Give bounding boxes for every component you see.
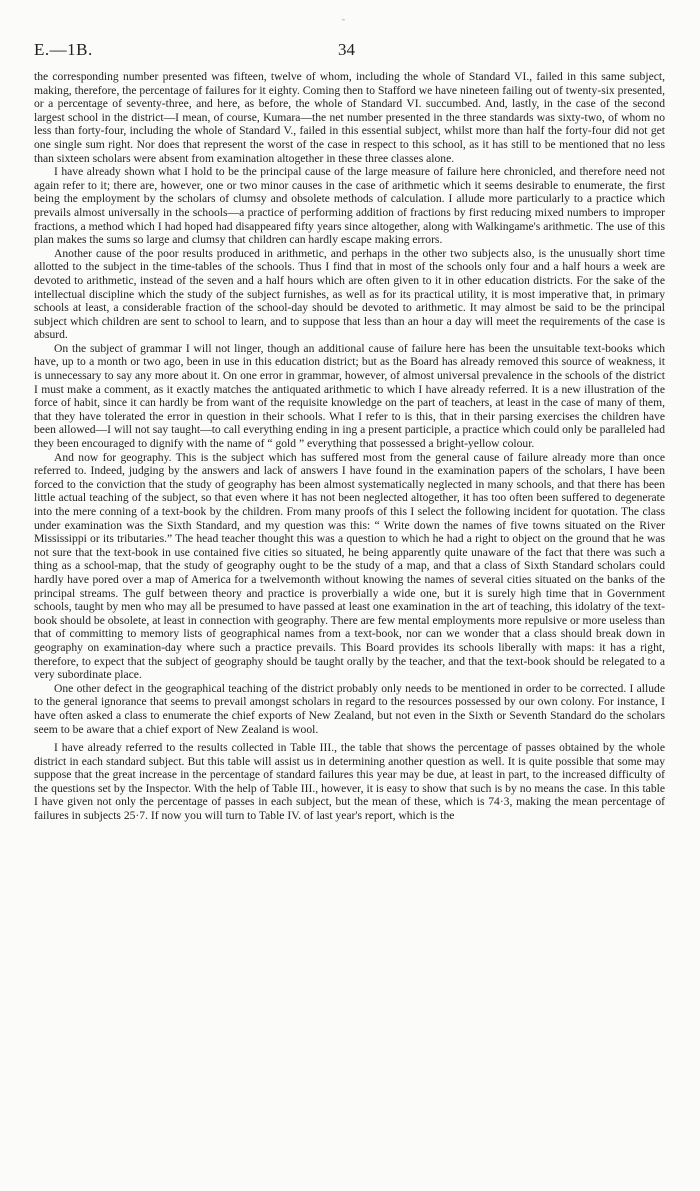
paragraph-7: I have already referred to the results collected in Table III., the table that shows the percentage of passes obtained by the whole district in each standard subject. But this table will assist us in determining another question as well. It is quite possible that some may suppose that the great increase in the percentage of standard failures this year may be due, at least in part, to the increased difficulty of the questions set by the Inspector. With the help of Table III., however, it is easy to show that such is by no means the case. In this table I have given not only the percentage of passes in each subject, but the mean of these, which is 74·3, making the mean percentage of failures in subjects 25·7. If now you will turn to Table IV. of last year's report, which is the	[34, 741, 665, 823]
page-number: 34	[338, 40, 355, 59]
paragraph-3: Another cause of the poor results produced in arithmetic, and perhaps in the other two subjects also, is the unusually short time allotted to the subject in the time-tables of the schools. Thus I find that in most of the schools only four and a half hours a week are devoted to arithmetic, instead of the seven and a half hours which are often given to it in other education districts. For the sake of the intellectual discipline which the study of the subject furnishes, as well as for its practical utility, it is most imperative that, in primary schools at least, a considerable fraction of the school-day should be devoted to arithmetic. It may almost be said to be the principal subject which children are sent to school to learn, and to suppose that less than an hour a day will meet the requirements of the case is absurd.	[34, 246, 665, 342]
paragraph-6: One other defect in the geographical teaching of the district probably only needs to be mentioned in order to be corrected. I allude to the general ignorance that seems to prevail amongst scholars in regard to the resources possessed by our own colony. For instance, I have often asked a class to enumerate the chief exports of New Zealand, but not even in the Sixth or Seventh Standard do the scholars seem to be aware that a chief export of New Zealand is wool.	[34, 681, 665, 736]
series-header: E.—1B.	[34, 40, 93, 59]
page-top-mark: -	[342, 14, 345, 24]
body-text	[34, 70, 665, 823]
paragraph-5: And now for geography. This is the subject which has suffered most from the general cause of failure already more than once referred to. Indeed, judging by the answers and lack of answers I have found in the examination papers of the scholars, I have been forced to the conviction that the study of geography has been almost systematically neglected in many schools, and that there has been little actual teaching of the subject, so that even where it has not been neglected altogether, it has too often been suffered to degenerate into the mere conning of a text-book by the children. From many proofs of this I select the following incident for quotation. The class under examination was the Sixth Standard, and my question was this: “ Write down the names of five towns situated on the River Mississippi or its tributaries.” The head teacher thought this was a question to which he had a right to object on the ground that he was not sure that the text-book in use contained five cities so situated, he being apparently quite unaware of the fact that there was such a thing as a school-map, that the study of geography ought to be the study of a map, and that a class of Sixth Standard scholars could hardly have pored over a map of America for a twelvemonth without knowing the names of several cities situated on the banks of the principal streams. The gulf between theory and practice is proverbially a wide one, but it is surely high time that in Government schools, taught by men who may all be presumed to have passed at least one examination in the art of teaching, this idolatry of the text-book should be obsolete, at least in connection with geography. There are few mental employments more repulsive or more useless than that of committing to memory lists of geographical names from a text-book, nor can we wonder that a class should break down in geography on examination-day where such a practice prevails. This Board provides its schools liberally with maps: it has a right, therefore, to expect that the subject of geography should be taught orally by the teacher, and that the text-book should be relegated to a very subordinate place.	[34, 450, 665, 682]
paragraph-4: On the subject of grammar I will not linger, though an additional cause of failure here has been the unsuitable text-books which have, up to a month or two ago, been in use in this education district; but as the Board has already removed this source of weakness, it is unnecessary to say any more about it. On one error in grammar, however, of almost universal prevalence in the schools of the district I must make a comment, as it exactly matches the antiquated arithmetic to which I have already referred. It is a new illustration of the force of habit, since it can hardly be from want of the requisite knowledge on the part of teachers, at least in the case of many of them, that they have tolerated the error in question in their schools. What I refer to is this, that in their parsing exercises the children have been allowed—I will not say taught—to call everything ending in ing a present participle, a practice which could only be paralleled had they been encouraged to dignify with the name of “ gold ” everything that possessed a bright-yellow colour.	[34, 341, 665, 451]
paragraph-2: I have already shown what I hold to be the principal cause of the large measure of failure here chronicled, and therefore need not again refer to it; there are, however, one or two minor causes in the case of arithmetic which it seems desirable to enumerate, the first being the employment by the scholars of clumsy and obsolete methods of calculation. I allude more particularly to a practice which prevails almost universally in the schools—a practice of performing addition of fractions by first reducing mixed numbers to improper fractions, a method which I had hoped had disappeared fifty years since altogether, along with Walkingame's arithmetic. The use of this plan makes the sums so large and clumsy that children can hardly escape making errors.	[34, 165, 665, 247]
paragraph-1: the corresponding number presented was fifteen, twelve of whom, including the whole of Standard VI., failed in this same subject, making, therefore, the percentage of failures for it eighty. Coming then to Stafford we have nineteen failing out of twenty-six presented, or a percentage of seventy-three, and here, as before, the whole of Standard VI. succumbed. And, lastly, in the case of the second largest school in the district—I mean, of course, Kumara—the net number presented in the three standards was sixty-two, of whom no less than forty-four, including the whole of Standard V., failed in this essential subject, whilst more than half the forty-four did not get one single sum right. Nor does that represent the worst of the case in respect to this school, as it has still to be mentioned that no less than sixteen scholars were absent from examination altogether in these three classes alone.	[34, 70, 665, 165]
